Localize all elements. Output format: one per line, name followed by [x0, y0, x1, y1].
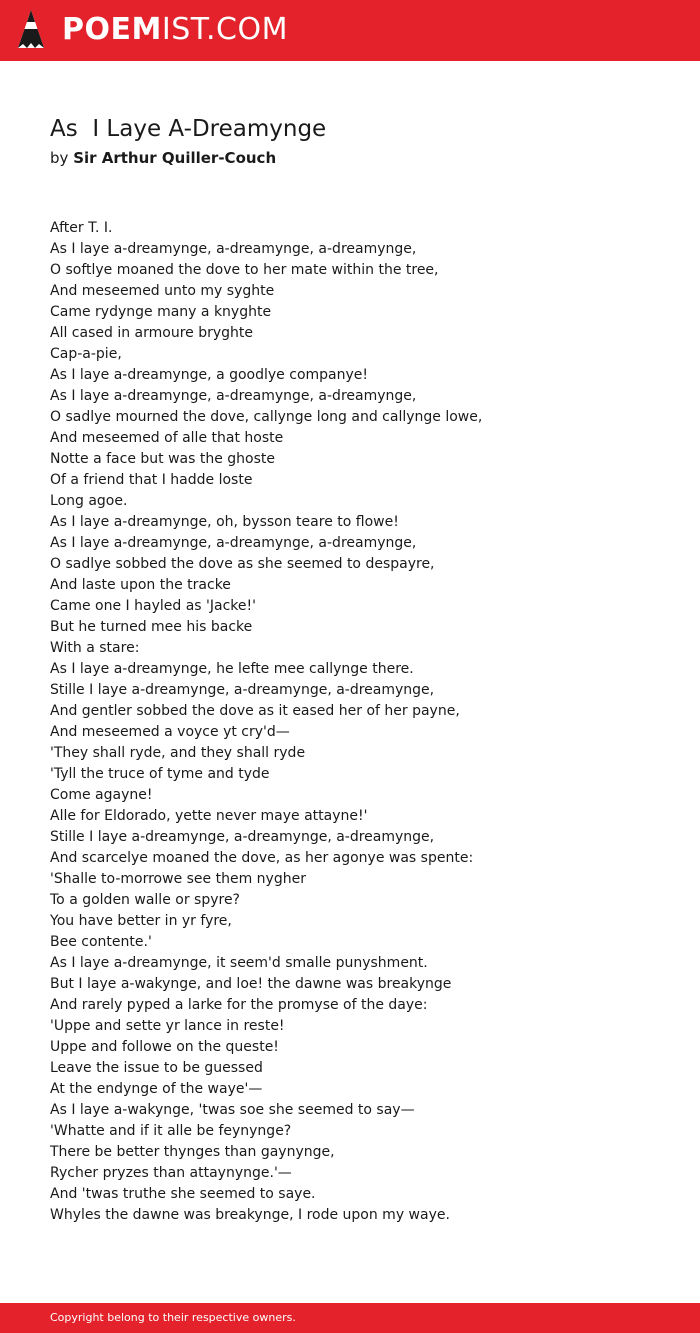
poem-body [50, 218, 482, 1226]
poem-line: 'Whatte and if it alle be feynynge? [50, 1123, 292, 1139]
poem-line: But I laye a-wakynge, and loe! the dawne was breakynge [50, 976, 452, 992]
poem-line: Of a friend that I hadde loste [50, 472, 253, 488]
poem-line: 'Uppe and sette yr lance in reste! [50, 1018, 285, 1034]
poem-line: 'Tyll the truce of tyme and tyde [50, 766, 270, 782]
poem-line: O sadlye sobbed the dove as she seemed to despayre, [50, 556, 435, 572]
poem-line: Came rydynge many a knyghte [50, 304, 272, 320]
poem-line: And 'twas truthe she seemed to saye. [50, 1186, 316, 1202]
poem-line: After T. I. [50, 220, 113, 236]
poem-line: As I laye a-dreamynge, a-dreamynge, a-dreamynge, [50, 535, 417, 551]
copyright-text: Copyright belong to their respective owners. [50, 1311, 296, 1324]
poem-line: Notte a face but was the ghoste [50, 451, 275, 467]
poem-line: There be better thynges than gaynynge, [50, 1144, 335, 1160]
site-logo-link[interactable] [16, 8, 288, 52]
pencil-icon [16, 8, 46, 52]
poem-line: And scarcelye moaned the dove, as her agonye was spente: [50, 850, 474, 866]
poem-line: And meseemed of alle that hoste [50, 430, 284, 446]
poem-line: All cased in armoure bryghte [50, 325, 254, 341]
poem-line: Long agoe. [50, 493, 128, 509]
poem-line: And meseemed a voyce yt cry'd— [50, 724, 290, 740]
brand-name-bold: POEM [62, 12, 162, 47]
poem-line: As I laye a-dreamynge, a-dreamynge, a-dreamynge, [50, 241, 417, 257]
poem-line: 'They shall ryde, and they shall ryde [50, 745, 306, 761]
poem-line: And rarely pyped a larke for the promyse of the daye: [50, 997, 428, 1013]
poem-line: Rycher pryzes than attaynynge.'— [50, 1165, 292, 1181]
poem-line: As I laye a-dreamynge, oh, bysson teare to flowe! [50, 514, 399, 530]
poem-line: As I laye a-wakynge, 'twas soe she seemed to say— [50, 1102, 415, 1118]
poem-line: Stille I laye a-dreamynge, a-dreamynge, a-dreamynge, [50, 682, 435, 698]
site-header [0, 0, 700, 61]
poem-line: O sadlye mourned the dove, callynge long and callynge lowe, [50, 409, 483, 425]
poem-line: And meseemed unto my syghte [50, 283, 275, 299]
by-label: by [50, 149, 69, 167]
poem-line: As I laye a-dreamynge, he lefte mee callynge there. [50, 661, 414, 677]
poem-line: Come agayne! [50, 787, 153, 803]
brand-name [62, 12, 288, 47]
poem-line: O softlye moaned the dove to her mate within the tree, [50, 262, 439, 278]
poem-line: Alle for Eldorado, yette never maye attayne!' [50, 808, 368, 824]
poem-line: To a golden walle or spyre? [50, 892, 240, 908]
poem-line: Came one I hayled as 'Jacke!' [50, 598, 256, 614]
poem-line: 'Shalle to-morrowe see them nygher [50, 871, 306, 887]
site-footer [0, 1303, 700, 1333]
author-name[interactable]: Sir Arthur Quiller-Couch [73, 149, 277, 167]
poem-line: At the endynge of the waye'— [50, 1081, 263, 1097]
poem-line: Stille I laye a-dreamynge, a-dreamynge, a-dreamynge, [50, 829, 435, 845]
poem-line: Whyles the dawne was breakynge, I rode upon my waye. [50, 1207, 450, 1223]
poem-line: But he turned mee his backe [50, 619, 253, 635]
byline [50, 149, 276, 167]
poem-line: As I laye a-dreamynge, a-dreamynge, a-dreamynge, [50, 388, 417, 404]
poem-line: Leave the issue to be guessed [50, 1060, 263, 1076]
poem-line: And gentler sobbed the dove as it eased her of her payne, [50, 703, 460, 719]
poem-line: As I laye a-dreamynge, a goodlye companye! [50, 367, 368, 383]
poem-line: Uppe and followe on the queste! [50, 1039, 279, 1055]
poem-line: With a stare: [50, 640, 140, 656]
poem-line: As I laye a-dreamynge, it seem'd smalle punyshment. [50, 955, 428, 971]
poem-line: You have better in yr fyre, [50, 913, 232, 929]
poem-line: And laste upon the tracke [50, 577, 231, 593]
poem-line: Cap-a-pie, [50, 346, 122, 362]
poem-line: Bee contente.' [50, 934, 152, 950]
poem-title: As I Laye A-Dreamynge [50, 116, 327, 142]
brand-name-light: IST.COM [161, 12, 288, 47]
